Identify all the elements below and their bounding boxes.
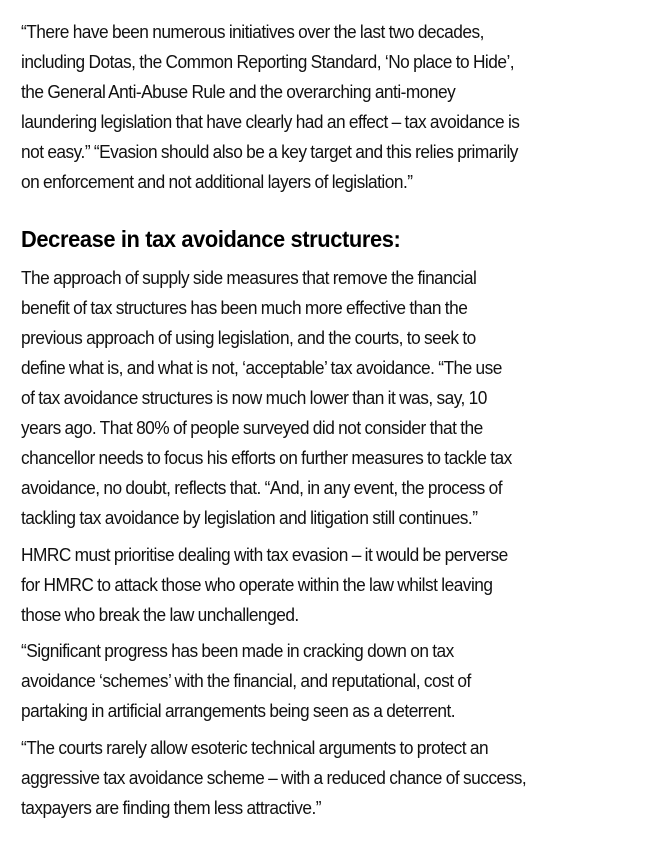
text-line: The approach of supply side measures that remove the financial — [21, 267, 477, 288]
text-line: not easy.” “Evasion should also be a key target and this relies primarily — [21, 141, 518, 162]
text-line: taxpayers are finding them less attractive.” — [21, 797, 322, 818]
section-heading: Decrease in tax avoidance structures: — [21, 226, 401, 252]
text-line: aggressive tax avoidance scheme – with a reduced chance of success, — [21, 767, 527, 788]
text-line: “The courts rarely allow esoteric technical arguments to protect an — [21, 737, 489, 758]
paragraph-hmrc-evasion — [21, 540, 544, 630]
text-line: benefit of tax structures has been much more effective than the — [21, 297, 468, 318]
text-line: years ago. That 80% of people surveyed did not consider that the — [21, 417, 483, 438]
text-line: those who break the law unchallenged. — [21, 604, 299, 625]
text-line: “There have been numerous initiatives over the last two decades, — [21, 21, 484, 42]
text-line: chancellor needs to focus his efforts on further measures to tackle tax — [21, 447, 512, 468]
text-line: tackling tax avoidance by legislation and litigation still continues.” — [21, 507, 478, 528]
text-line: previous approach of using legislation, and the courts, to seek to — [21, 327, 476, 348]
text-line: avoidance ‘schemes’ with the financial, and reputational, cost of — [21, 670, 471, 691]
text-line: of tax avoidance structures is now much lower than it was, say, 10 — [21, 387, 487, 408]
text-line: avoidance, no doubt, reflects that. “And, in any event, the process of — [21, 477, 503, 498]
text-line: partaking in artificial arrangements being seen as a deterrent. — [21, 700, 456, 721]
paragraph-supply-side — [21, 263, 549, 533]
text-line: define what is, and what is not, ‘acceptable’ tax avoidance. “The use — [21, 357, 502, 378]
text-line: HMRC must prioritise dealing with tax evasion – it would be perverse — [21, 544, 508, 565]
text-line: the General Anti-Abuse Rule and the overarching anti-money — [21, 81, 456, 102]
paragraph-significant-progress — [21, 636, 505, 726]
paragraph-courts — [21, 733, 564, 823]
text-line: “Significant progress has been made in cracking down on tax — [21, 640, 454, 661]
text-line: laundering legislation that have clearly had an effect – tax avoidance is — [21, 111, 520, 132]
text-line: on enforcement and not additional layers of legislation.” — [21, 171, 413, 192]
text-line: including Dotas, the Common Reporting Standard, ‘No place to Hide’, — [21, 51, 515, 72]
text-line: for HMRC to attack those who operate within the law whilst leaving — [21, 574, 493, 595]
intro-quote-paragraph — [21, 17, 557, 197]
